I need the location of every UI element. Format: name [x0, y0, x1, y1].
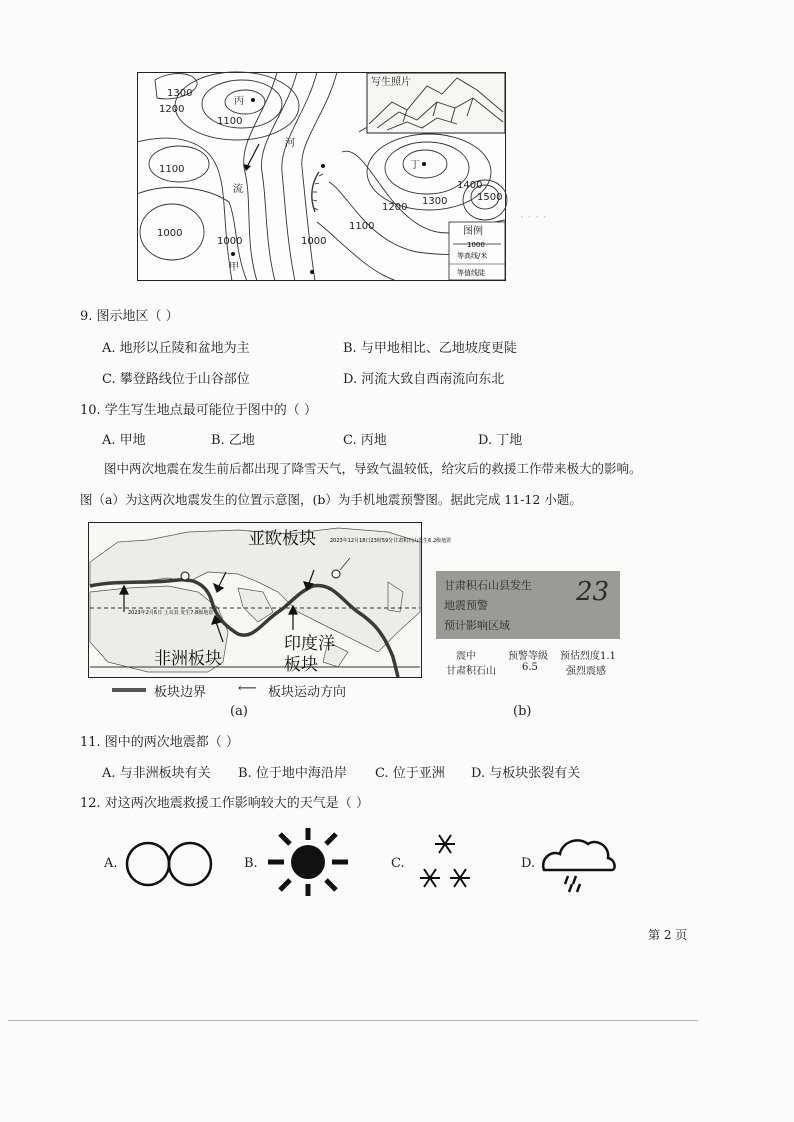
- q10-option-a[interactable]: A. 甲地: [102, 433, 146, 448]
- alert-epicenter: 甘肃积石山: [446, 666, 496, 677]
- q11-stem: 11. 图中的两次地震都（ ）: [80, 735, 239, 750]
- alert-intensity-desc: 强烈震感: [566, 666, 606, 677]
- plate-boundary-legend-swatch: [112, 688, 146, 692]
- q10-stem: 10. 学生写生地点最可能位于图中的（ ）: [80, 403, 317, 418]
- page-number: 第 2 页: [648, 928, 688, 942]
- contour-label-1100-a: 1100: [217, 116, 243, 127]
- indian-plate-label-line1: 印度洋: [284, 634, 335, 654]
- alert-col3-label: 预估烈度1.1: [560, 651, 616, 662]
- west-quake-note: 2023年2月6日 土耳其 发生7.8级地震: [128, 610, 214, 616]
- q11-option-a[interactable]: A. 与非洲板块有关: [102, 766, 211, 781]
- indian-plate-label-line2: 板块: [284, 655, 318, 675]
- q11-option-d[interactable]: D. 与板块张裂有关: [471, 766, 581, 781]
- sunny-icon[interactable]: [262, 826, 354, 898]
- q9-option-c[interactable]: C. 攀登路线位于山谷部位: [102, 372, 250, 387]
- alert-col2-label: 预警等级: [508, 651, 548, 662]
- contour-label-1200: 1200: [159, 104, 185, 115]
- plate-boundary-legend-label: 板块边界: [154, 685, 207, 700]
- earthquake-alert-panel: [436, 571, 620, 639]
- q10-option-d[interactable]: D. 丁地: [478, 433, 523, 448]
- eurasian-plate-label: 亚欧板块: [248, 529, 316, 549]
- q12-stem: 12. 对这两次地震救援工作影响较大的天气是（ ）: [80, 796, 369, 811]
- q9-option-d[interactable]: D. 河流大致自西南流向东北: [343, 372, 505, 387]
- point-bing-dot: [251, 98, 255, 102]
- contour-label-1500: 1500: [477, 192, 503, 203]
- epicenter-gansu-marker: [332, 570, 340, 578]
- point-jia-dot: [231, 252, 235, 256]
- contour-label-1000-b: 1000: [217, 236, 243, 247]
- contour-label-1300: 1300: [167, 88, 193, 99]
- plate-map-a: [88, 522, 452, 678]
- show-through-text: · · · ·: [520, 210, 547, 224]
- photo-inset-label: 写生照片: [371, 77, 411, 88]
- q12-option-a-label[interactable]: A.: [104, 856, 118, 871]
- plate-motion-legend-arrow: ⟵: [238, 681, 257, 696]
- plate-map-svg: [88, 522, 452, 678]
- topo-legend-title: 图例: [463, 226, 483, 237]
- alert-caption: (b): [513, 704, 532, 719]
- east-quake-note: 2023年12月18日23时59分甘肃积石山发生6.2级地震: [330, 538, 452, 544]
- point-ding-label: 丁: [410, 160, 420, 171]
- q12-option-d-label[interactable]: D.: [521, 856, 536, 871]
- q10-option-c[interactable]: C. 丙地: [343, 433, 387, 448]
- q11-option-c[interactable]: C. 位于亚洲: [375, 766, 445, 781]
- contour-label-1100-c: 1100: [349, 221, 375, 232]
- intro-line-2: 图（a）为这两次地震发生的位置示意图，(b）为手机地震预警图。据此完成 11-12 小题。: [80, 492, 582, 507]
- intro-line-1: 图中两次地震在发生前后都出现了降雪天气，导致气温较低，给灾后的救援工作带来极大的影响。: [104, 461, 642, 476]
- alert-col1-label: 震中: [456, 651, 476, 662]
- point-bing-label: 丙: [234, 96, 244, 107]
- contour-label-1100-b: 1100: [159, 164, 185, 175]
- river-char-liu: 流: [233, 184, 243, 195]
- alert-headline-3: 预计影响区域: [444, 619, 510, 632]
- contour-label-1200-b: 1200: [382, 202, 408, 213]
- topo-legend-cliff: 等值线陡: [457, 269, 485, 277]
- q12-option-b-label[interactable]: B.: [244, 856, 258, 871]
- rain-cloud-icon[interactable]: [538, 834, 618, 894]
- topographic-map: [137, 72, 506, 281]
- q12-option-c-label[interactable]: C.: [391, 856, 405, 871]
- plate-motion-legend-label: 板块运动方向: [268, 685, 347, 700]
- alert-headline-1: 甘肃积石山县发生: [444, 579, 532, 592]
- topo-legend-contour-desc: 等高线/米: [457, 252, 488, 260]
- contour-label-1300-b: 1300: [422, 196, 448, 207]
- alert-headline-2: 地震预警: [444, 599, 488, 612]
- topographic-map-svg: [137, 72, 506, 281]
- q10-option-b[interactable]: B. 乙地: [211, 433, 255, 448]
- contour-label-1000-c: 1000: [301, 236, 327, 247]
- point-jia-label: 甲: [229, 262, 239, 273]
- contour-label-1000-a: 1000: [157, 228, 183, 239]
- map-a-caption: (a): [230, 704, 248, 719]
- contour-label-1400: 1400: [457, 180, 483, 191]
- alert-countdown: 23: [576, 577, 610, 607]
- overcast-icon[interactable]: [124, 838, 216, 890]
- african-plate-label: 非洲板块: [154, 649, 222, 669]
- q11-option-b[interactable]: B. 位于地中海沿岸: [238, 766, 347, 781]
- q9-option-a[interactable]: A. 地形以丘陵和盆地为主: [102, 341, 250, 356]
- point-route-dot: [310, 270, 314, 274]
- q9-option-b[interactable]: B. 与甲地相比、乙地坡度更陡: [343, 341, 517, 356]
- point-yi-dot: [321, 164, 325, 168]
- q9-stem: 9. 图示地区（ ）: [80, 309, 179, 324]
- scan-border-top: [8, 1020, 698, 1021]
- topo-legend-value: 1000: [467, 241, 485, 249]
- river-char-he: 河: [285, 138, 295, 149]
- alert-magnitude: 6.5: [522, 662, 538, 673]
- point-ding-dot: [422, 162, 426, 166]
- snow-icon[interactable]: [412, 830, 478, 894]
